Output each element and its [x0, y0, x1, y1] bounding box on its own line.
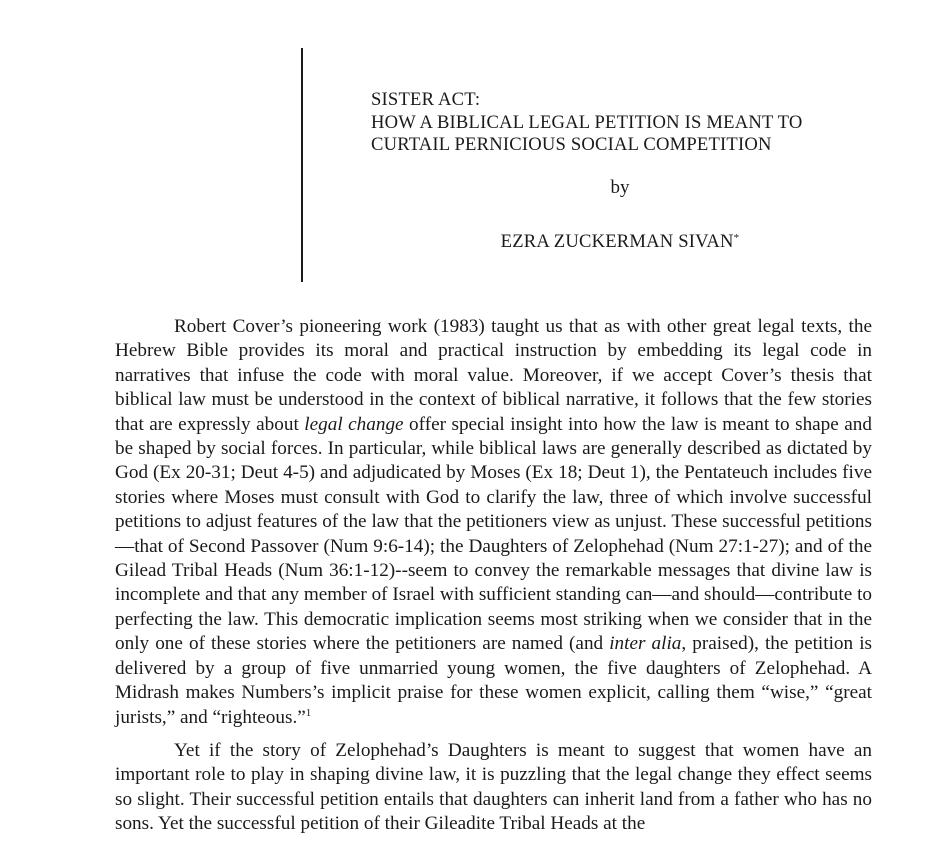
byline-by: by	[610, 177, 630, 198]
author-name-line	[440, 231, 800, 253]
footnote-reference-1[interactable]: 1	[305, 706, 312, 719]
body-paragraph-2: Yet if the story of Zelophehad’s Daughters is meant to suggest that women have an important role to play in shaping divine law, it is puzzling that the legal change they effect seems so slight. Their successful petition entails that daughters can inherit land from a father who has no sons. Yet the successful petition of their Gileadite Tribal Heads at the	[115, 739, 872, 835]
title-line-3: CURTAIL PERNICIOUS SOCIAL COMPETITION	[371, 134, 772, 155]
author-name: EZRA ZUCKERMAN SIVAN	[500, 231, 734, 252]
paragraph-1-text-a: Robert Cover’s pioneering work (1983) taught us that as with other great legal texts, the Hebrew Bible provides its moral and practical instruction by embedding its legal code in narratives that infuse the code with moral value. Moreover, if we accept Cover’s thesis that biblical law must be understood in the context of biblical narrative, it follows that the few stories that are expressly about	[115, 316, 872, 435]
article-title	[371, 89, 911, 157]
italic-legal-change: legal change	[304, 413, 404, 435]
paragraph-1-text-b: offer special insight into how the law is meant to shape and be shaped by social forces. In particular, while biblical laws are generally described as dictated by God (Ex 20-31; Deut 4-5) and adjudicated by Moses (Ex 18; Deut 1), the Pentateuch includes five stories where Moses must consult with God to clarify the law, three of which involve successful petitions to adjust features of the law that the petitioners view as unjust. These successful petitions—that of Second Passover (Num 9:6-14); the Daughters of Zelophehad (Num 27:1-27); and of the Gilead Tribal Heads (Num 36:1-12)--seem to convey the remarkable messages that divine law is incomplete and that any member of Israel with sufficient standing can—and should—contribute to perfecting the law. This democratic implication seems most striking when we consider that in the only one of these stories where the petitioners are named (and	[115, 413, 872, 655]
body-paragraph-1	[115, 315, 872, 730]
author-footnote-mark: *	[733, 232, 740, 244]
title-line-1: SISTER ACT:	[371, 89, 481, 110]
title-line-2: HOW A BIBLICAL LEGAL PETITION IS MEANT TO	[371, 111, 803, 133]
paragraph-1-text-c: , praised), the petition is delivered by a group of five unmarried young women, the five daughters of Zelophehad. A Midrash makes Numbers’s implicit praise for these women explicit, calling them “wise,” “great jurists,” and “righteous.”	[115, 633, 872, 728]
italic-inter-alia: inter alia	[609, 633, 682, 655]
article-body	[115, 315, 872, 837]
title-vertical-rule	[301, 48, 303, 282]
